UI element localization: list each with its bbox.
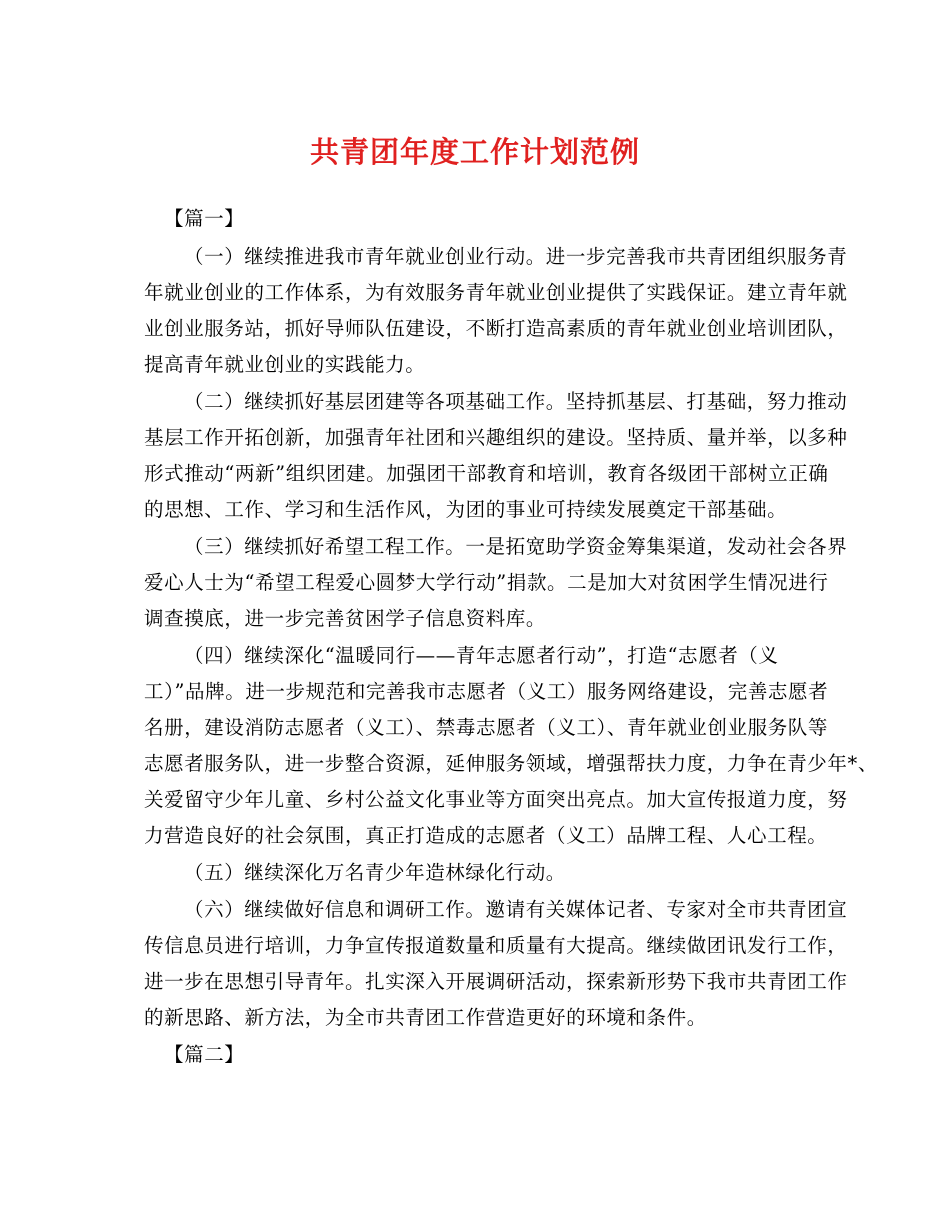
paragraph-line: 形式推动“两新”组织团建。加强团干部教育和培训，教育各级团干部树立正确 (144, 462, 829, 485)
paragraph-line: 志愿者服务队，进一步整合资源，延伸服务领域，增强帮扶力度，力争在青少年*、 (144, 752, 878, 775)
paragraph-line: 工）”品牌。进一步规范和完善我市志愿者（义工）服务网络建设，完善志愿者 (144, 680, 829, 703)
document-title: 共青团年度工作计划范例 (309, 135, 640, 169)
paragraph-line: 的新思路、新方法，为全市共青团工作营造更好的环境和条件。 (144, 1006, 707, 1029)
paragraph-line: 年就业创业的工作体系，为有效服务青年就业创业提供了实践保证。建立青年就 (144, 281, 848, 304)
paragraph-line: （二）继续抓好基层团建等各项基础工作。坚持抓基层、打基础，努力推动 (184, 390, 848, 413)
section-heading-1: 【篇一】 (164, 207, 245, 230)
paragraph-line: 提高青年就业创业的实践能力。 (144, 353, 426, 376)
paragraph-line: （一）继续推进我市青年就业创业行动。进一步完善我市共青团组织服务青 (184, 245, 848, 268)
paragraph-line: 进一步在思想引导青年。扎实深入开展调研活动，探索新形势下我市共青团工作 (144, 970, 848, 993)
paragraph-line: 基层工作开拓创新，加强青年社团和兴趣组织的建设。坚持质、量并举，以多种 (144, 426, 848, 449)
paragraph-line: 业创业服务站，抓好导师队伍建设，不断打造高素质的青年就业创业培训团队， (144, 317, 848, 340)
paragraph-line: （四）继续深化“温暖同行——青年志愿者行动”，打造“志愿者（义 (184, 644, 779, 667)
paragraph-line: 力营造良好的社会氛围，真正打造成的志愿者（义工）品牌工程、人心工程。 (144, 824, 828, 847)
paragraph-line: （三）继续抓好希望工程工作。一是拓宽助学资金筹集渠道，发动社会各界 (184, 535, 848, 558)
paragraph-line: 名册，建设消防志愿者（义工）、禁毒志愿者（义工）、青年就业创业服务队等 (144, 716, 829, 739)
paragraph-line: 关爱留守少年儿童、乡村公益文化事业等方面突出亮点。加大宣传报道力度，努 (144, 788, 848, 811)
paragraph-line: 传信息员进行培训，力争宣传报道数量和质量有大提高。继续做团讯发行工作， (144, 934, 848, 957)
paragraph-line: （五）继续深化万名青少年造林绿化行动。 (184, 861, 566, 884)
section-heading-2: 【篇二】 (164, 1043, 245, 1066)
paragraph-line: 调查摸底，进一步完善贫困学子信息资料库。 (144, 607, 547, 630)
paragraph-line: 爱心人士为“希望工程爱心圆梦大学行动”捐款。二是加大对贫困学生情况进行 (144, 571, 829, 594)
paragraph-line: 的思想、工作、学习和生活作风，为团的事业可持续发展奠定干部基础。 (144, 498, 788, 521)
paragraph-line: （六）继续做好信息和调研工作。邀请有关媒体记者、专家对全市共青团宣 (184, 898, 848, 921)
